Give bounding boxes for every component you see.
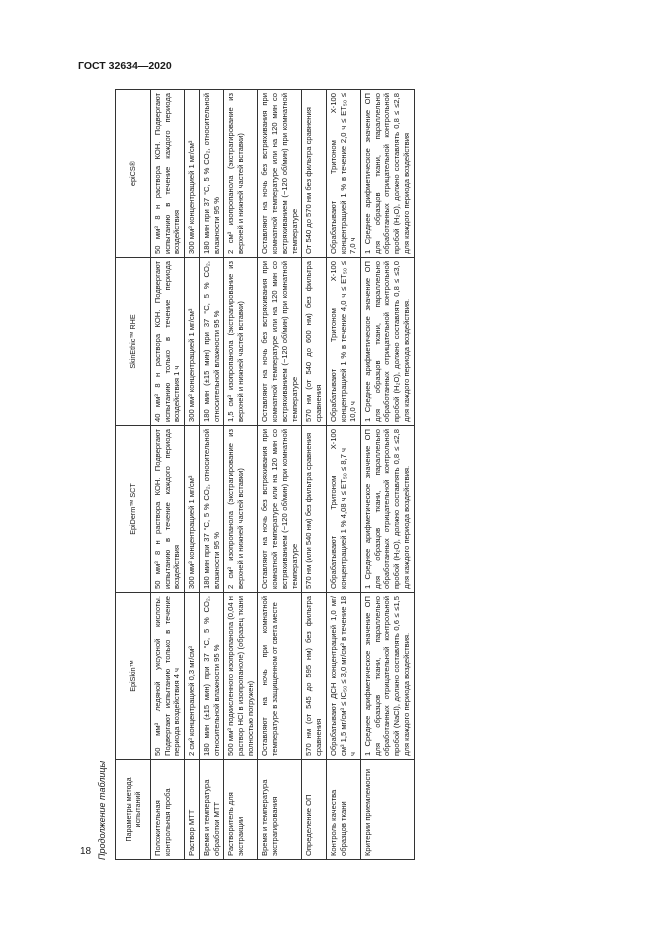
table-cell: 40 мм³ 8 н раствора КОН. Подвергают испытанию только в течение периода воздействия 1 ч [151, 258, 185, 426]
table-cell: 180 мин при 37 °С, 5 % CO₂, относительной влажности 95 % [199, 426, 223, 593]
table-cell: 570 нм (от 545 до 595 нм) без фильтра сравнения [302, 593, 326, 760]
table-cell: От 540 до 570 нм без фильтра сравнения [302, 90, 326, 258]
table-cell: 300 мм³ концентрацией 1 мг/см³ [185, 90, 200, 258]
table-row [224, 90, 258, 860]
table-cell: 570 нм (от 540 до 600 нм) без фильтра сравнения [302, 258, 326, 426]
table-cell: Оставляют на ночь без встряхивания при комнатной температуре или на 120 мин со встряхиванием (~120 об/мин) при комнатной температуре [258, 258, 302, 426]
table-cell: 50 мм³ 8 н раствора КОН. Подвергают испытанию в течение каждого периода воздействия [151, 426, 185, 593]
table-cell: 300 мм³ концентрацией 1 мг/см³ [185, 258, 200, 426]
table-cell: Оставляют на ночь при комнатной температуре в защищенном от света месте [258, 593, 302, 760]
table-row [151, 90, 185, 860]
table-cell: 1 Среднее арифметическое значение ОП для образцов ткани, параллельно обработанных отрицательной контрольной пробой (H₂O), должно составлять 0,8 ≤ ≤2,8 для каждого периода воздействия [360, 90, 414, 258]
table-cell: 300 мм³ концентрацией 1 мг/см³ [185, 426, 200, 593]
table-cell: 180 мин при 37 °С, 5 % CO₂, относительной влажности 95 % [199, 90, 223, 258]
table-row [199, 90, 223, 860]
column-header: epiCS® [116, 90, 151, 258]
page-number: 18 [80, 846, 92, 857]
table-row [185, 90, 200, 860]
table-cell: 1,5 см³ изопропанола (экстрагирование из верхней и нижней частей вставки) [224, 258, 258, 426]
column-header: EpiSkin™ [116, 593, 151, 760]
table-row [302, 90, 326, 860]
row-parameter-cell: Критерии приемлемости [360, 760, 414, 860]
table-cell: 180 мин (±15 мин) при 37 °С, 5 % CO₂, относительной влажности 95 % [199, 593, 223, 760]
table-row [326, 90, 360, 860]
table-row [360, 90, 414, 860]
table-cell: Оставляют на ночь без встряхивания при комнатной температуре или на 120 мин со встряхиванием (~120 об/мин) при комнатной температуре [258, 426, 302, 593]
row-parameter-cell: Растворитель для экстракции [224, 760, 258, 860]
row-parameter-cell: Контроль качества образцов ткани [326, 760, 360, 860]
table-cell: 1 Среднее арифметическое значение ОП для образцов ткани, параллельно обработанных отрицательной контрольной пробой (NaCl), должно составлять 0,6 ≤ ≤1,5 для каждого периода воздействия. [360, 593, 414, 760]
table-rotated-content [95, 90, 620, 860]
rotated-table-area [95, 90, 620, 860]
table-continuation-caption: Продолжение таблицы [97, 760, 107, 860]
row-parameter-cell: Время и температура экстрагирования [258, 760, 302, 860]
row-parameter-cell: Положительная контрольная проба [151, 760, 185, 860]
table-cell: Обрабатывают ДСН концентрацией 1,0 мг/см³ 1,5 мг/см³ ≤ IC₅₀ ≤ 3,0 мг/см³ в течение 18 ч [326, 593, 360, 760]
table-cell: 2 см³ изопропанола (экстрагирование из верхней и нижней частей вставки) [224, 90, 258, 258]
document-header: ГОСТ 32634—2020 [78, 60, 172, 72]
parameters-table [115, 89, 415, 860]
table-row [258, 90, 302, 860]
row-parameter-cell: Определение ОП [302, 760, 326, 860]
table-cell: Обрабатывают Тритоном X-100 концентрацией 1 % в течение 2,0 ч ≤ ET₅₀ ≤ 7,0 ч [326, 90, 360, 258]
column-header: Параметры метода испытаний [116, 760, 151, 860]
table-cell: Обрабатывают Тритоном X-100 концентрацией 1 % в течение 4,0 ч ≤ ET₅₀ ≤ 10,0 ч [326, 258, 360, 426]
row-parameter-cell: Время и температура обработки МТТ [199, 760, 223, 860]
row-parameter-cell: Раствор МТТ [185, 760, 200, 860]
table-cell: Обрабатывают Тритоном X-100 концентрацией 1 % 4,08 ч ≤ ET₅₀ ≤ 8,7 ч [326, 426, 360, 593]
table-cell: 2 см³ изопропанола (экстрагирование из верхней и нижней частей вставки) [224, 426, 258, 593]
table-cell: 500 мм³ подкисленного изопропанола (0,04 н раствор HCl в изопропаноле) (образец ткани полностью погружен) [224, 593, 258, 760]
table-cell: Оставляют на ночь без встряхивания при комнатной температуре или на 120 мин со встряхиванием (~120 об/мин) при комнатной температуре [258, 90, 302, 258]
column-header: SkinEthic™ RHE [116, 258, 151, 426]
table-cell: 1 Среднее арифметическое значение ОП для образцов ткани, параллельно обработанных отрицательной контрольной пробой (H₂O), должно составлять 0,8 ≤ ≤3,0 для каждого периода воздействия. [360, 258, 414, 426]
table-cell: 1 Среднее арифметическое значение ОП для образцов ткани, параллельно обработанных отрицательной контрольной пробой (H₂O), должно составлять 0,8 ≤ ≤2,8 для каждого периода воздействия. [360, 426, 414, 593]
table-cell: 50 мм³ 8 н раствора КОН. Подвергают испытанию в течение каждого периода воздействия [151, 90, 185, 258]
table-cell: 2 см³ концентрацией 0,3 мг/см³ [185, 593, 200, 760]
table-cell: 50 мм³ ледяной уксусной кислоты. Подвергают испытанию только в течение периода воздействия 4 ч [151, 593, 185, 760]
column-header: EpiDerm™ SCT [116, 426, 151, 593]
table-header-row [116, 90, 151, 860]
table-cell: 180 мин (±15 мин) при 37 °С, 5 % CO₂, относительной влажности 95 % [199, 258, 223, 426]
table-cell: 570 нм (или 540 нм) без фильтра сравнения [302, 426, 326, 593]
